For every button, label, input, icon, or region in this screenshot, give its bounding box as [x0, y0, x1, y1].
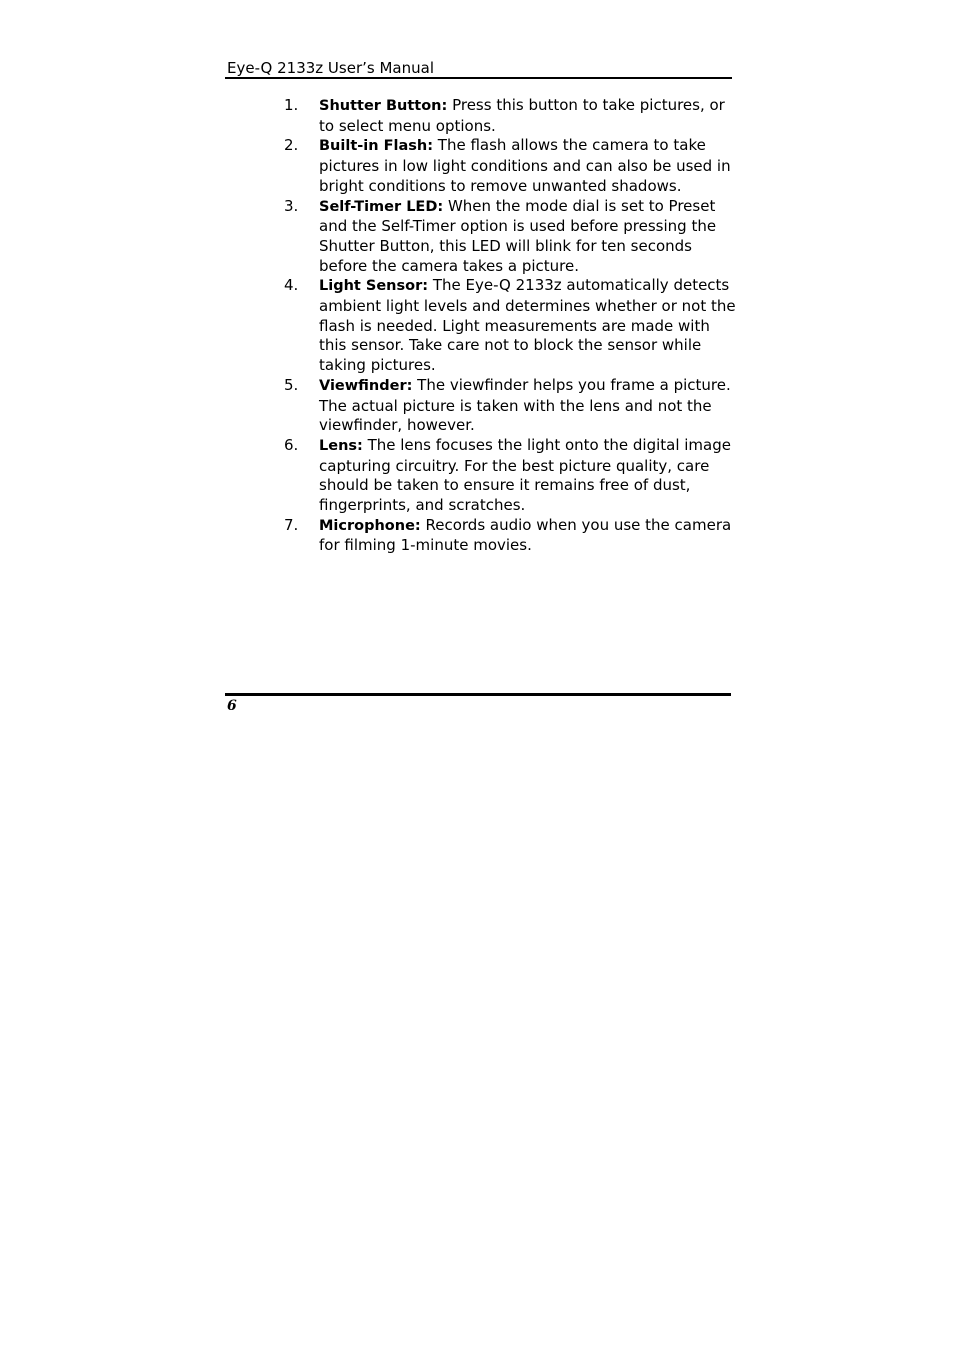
item-number: 7.: [284, 515, 299, 534]
item-number: 6.: [284, 435, 299, 454]
list-item: [284, 516, 736, 556]
running-header-title: Eye-Q 2133z User’s Manual: [227, 59, 434, 77]
item-description: When the mode dial is set to Preset and the Self-Timer option is used before pressing the Shutter Button, this LED will blink for ten seconds before the camera takes a picture.: [319, 196, 717, 275]
item-term: Microphone:: [319, 517, 421, 534]
component-list: [284, 96, 736, 556]
footer-rule: [225, 693, 731, 696]
item-number: 5.: [284, 375, 299, 394]
item-term: Self-Timer LED:: [319, 198, 444, 215]
list-item: [284, 96, 736, 136]
header-rule: [225, 77, 732, 79]
item-description: The flash allows the camera to take pictures in low light conditions and can also be used in bright conditions to remove unwanted shadows.: [319, 136, 731, 195]
list-item: [284, 197, 736, 277]
list-item: [284, 376, 736, 436]
item-term: Lens:: [319, 437, 363, 454]
item-term: Built-in Flash:: [319, 138, 434, 155]
list-item: [284, 276, 736, 376]
item-description: The Eye-Q 2133z automatically detects ambient light levels and determines whether or not the flash is needed. Light measurements are made with this sensor. Take care not to block the sensor while taking pictures.: [319, 276, 736, 375]
list-item: [284, 436, 736, 516]
item-number: 1.: [284, 96, 299, 114]
item-description: Records audio when you use the camera for filming 1-minute movies.: [319, 515, 732, 555]
item-number: 2.: [284, 136, 299, 155]
item-description: The lens focuses the light onto the digital image capturing circuitry. For the best picture quality, care should be taken to ensure it remains free of dust, fingerprints, and scratches.: [319, 435, 731, 515]
item-term: Shutter Button:: [319, 98, 448, 114]
item-number: 4.: [284, 276, 299, 295]
item-description: Press this button to take pictures, or to select menu options.: [319, 96, 725, 135]
item-term: Light Sensor:: [319, 278, 429, 295]
page-number: 6: [227, 698, 237, 714]
item-description: The viewfinder helps you frame a picture. The actual picture is taken with the lens and not the viewfinder, however.: [319, 375, 731, 435]
item-number: 3.: [284, 196, 299, 215]
item-term: Viewfinder:: [319, 377, 413, 394]
list-item: [284, 136, 736, 196]
